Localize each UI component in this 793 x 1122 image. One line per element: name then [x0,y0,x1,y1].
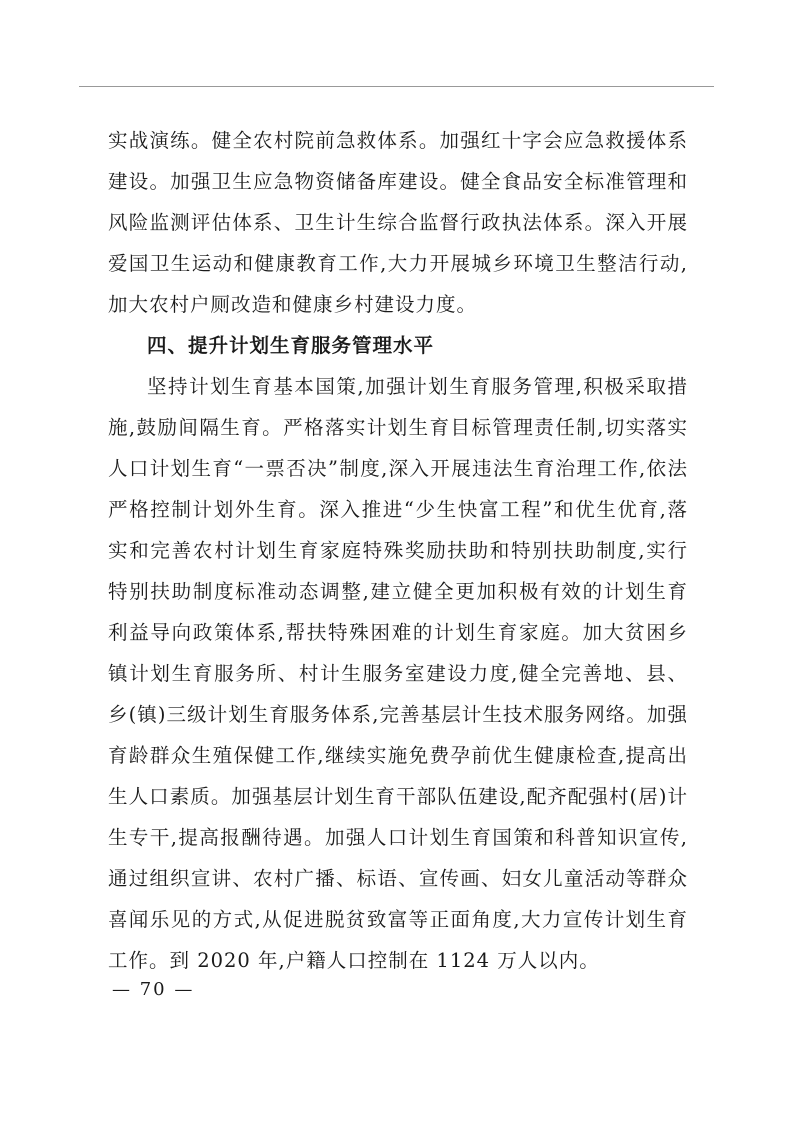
header-rule [79,86,714,87]
paragraph-continuation: 实战演练。健全农村院前急救体系。加强红十字会应急救援体系建设。加强卫生应急物资储备库建设。健全食品安全标准管理和风险监测评估体系、卫生计生综合监督行政执法体系。深入开展爱国卫生运动和健康教育工作,大力开展城乡环境卫生整洁行动,加大农村户厕改造和健康乡村建设力度。 [108,129,688,316]
paragraph-family-planning: 坚持计划生育基本国策,加强计划生育服务管理,积极采取措施,鼓励间隔生育。严格落实计划生育目标管理责任制,切实落实人口计划生育“一票否决”制度,深入开展违法生育治理工作,依法严格控制计划外生育。深入推进“少生快富工程”和优生优育,落实和完善农村计划生育家庭特殊奖励扶助和特别扶助制度,实行特别扶助制度标准动态调整,建立健全更加积极有效的计划生育利益导向政策体系,帮扶特殊困难的计划生育家庭。加大贫困乡镇计划生育服务所、村计生服务室建设力度,健全完善地、县、乡(镇)三级计划生育服务体系,完善基层计生技术服务网络。加强育龄群众生殖保健工作,继续实施免费孕前优生健康检查,提高出生人口素质。加强基层计划生育干部队伍建设,配齐配强村(居)计生专干,提高报酬待遇。加强人口计划生育国策和科普知识宣传,通过组织宣讲、农村广播、标语、宣传画、妇女儿童活动等群众喜闻乐见的方式,从促进脱贫致富等正面角度,大力宣传计划生育工作。到 2020 年,户籍人口控制在 1124 万人以内。 [108,375,688,972]
page-number: — 70 — [112,979,195,1000]
page-body [108,120,688,981]
section-heading: 四、提升计划生育服务管理水平 [147,334,435,357]
